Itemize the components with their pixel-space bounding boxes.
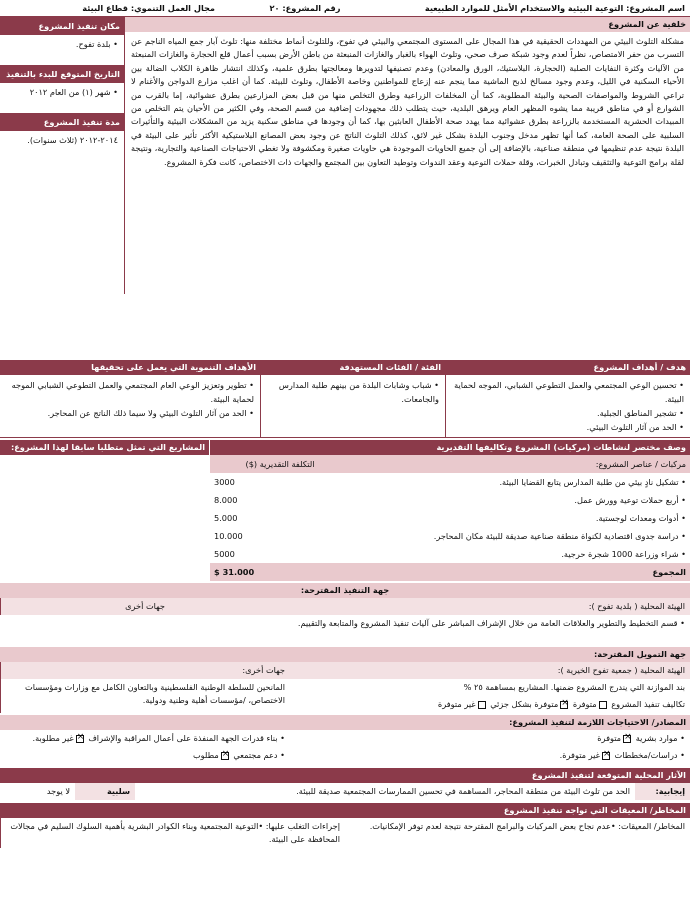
funding-other-text: المانحين للسلطة الوطنية الفلسطينية وبالتعاون الكامل مع وزارات ومؤسسات الاختصاص، /مؤسسات أهلية وطنية ودولية. — [25, 682, 285, 705]
funding-other — [0, 662, 290, 713]
table-row: • شراء وزراعة 1000 شجرة حرجية. — [561, 549, 686, 559]
positive-label: إيجابية: — [635, 783, 690, 800]
impact-row — [0, 783, 690, 800]
impact-title: الآثار المحلية المتوقعة لتنفيذ المشروع — [0, 768, 690, 783]
total-value: 31.000 $ — [214, 567, 255, 577]
table-row: • تشكيل نادٍ بيئي من طلبة المدارس يتابع القضايا البيئة. — [499, 477, 686, 487]
project-number: رقم المشروع: ٢٠ — [269, 3, 341, 13]
cost-cell: 5000 — [214, 549, 235, 559]
start-value: • شهر (١) من العام ٢٠١٢ — [29, 87, 118, 97]
duration-value: ٢٠١٤-٢٠١٢ (ثلاث سنوات). — [27, 135, 118, 145]
goals-column — [445, 360, 690, 437]
list-item: • شباب وشابات البلدة من بينهم طلبة المدارس والجامعات. — [267, 378, 439, 406]
dev-column — [0, 360, 260, 437]
human-checkbox[interactable] — [623, 735, 631, 743]
implementing-item: • قسم التخطيط والتطوير والعلاقات العامة من خلال الإشراف المباشر على آليات تنفيذ المشروع والمتابعة والتقييم. — [297, 618, 685, 628]
funding-local-text: بند الموازنة التي يندرج المشروع ضمنها. المشاريع بمساهمة ٢٥ % — [463, 682, 685, 692]
list-item: • تطوير وتعزيز الوعي العام المجتمعي والعمل التطوعي الشبابي الموجه لحماية البيئة. — [6, 378, 254, 406]
duration-label: مدة تنفيذ المشروع — [0, 113, 124, 131]
dev-list — [0, 375, 260, 423]
goals-section — [0, 360, 690, 438]
cost-cell: 3000 — [214, 477, 235, 487]
studies-checkbox[interactable] — [602, 752, 610, 760]
funding-row — [0, 662, 690, 713]
activities-table — [210, 455, 690, 581]
cost-cell: 8.000 — [214, 495, 238, 505]
risks-title: المخاطر/ المعيقات التي تواجه تنفيذ المشروع — [0, 803, 690, 818]
target-title: الفئة / الفئات المستهدفة — [261, 360, 445, 375]
background-title: خلفية عن المشروع — [125, 17, 690, 32]
negative-label: سلبية — [75, 783, 135, 800]
studies-resources: • دراسات/مخططات ×غير متوفرة. — [290, 747, 690, 764]
negative-text: لا يوجد — [46, 786, 70, 796]
capacity-checkbox[interactable] — [76, 735, 84, 743]
community-resources: • دعم مجتمعي ×مطلوب — [0, 747, 290, 764]
partial-checkbox[interactable] — [560, 701, 568, 709]
list-item: • الحد من آثار التلوث البيئي ولا سيما ذلك الناتج عن المحاجر. — [6, 406, 254, 420]
not-available-checkbox[interactable] — [478, 701, 486, 709]
list-item: • تحسين الوعي المجتمعي والعمل التطوعي الشبابي، الموجه لحماية البيئة. — [452, 378, 684, 406]
background-text: مشكلة التلوث البيئي من المهددات الحقيقية في هذا المجال على المستوى المجتمعي والبيئي في تفوح، وللتلوث أنماط مختلفة منها: تلوث آبار جمع المياه الناجم عن التسرب من حفر الامتصاص، نظراً لعدم وجود شبكة صرف صحي، وتلوث الهواء بالغبار والغازات المنبعثة من باطن الأرض بسبب أعمال قلع الحجارة والغازات المنبعثة من الآليات وكثرة النفايات الصلبة (الحجارة، البلاستيك، الورق والمعادن) وعدم تصنيفها لتدويرها ومعالجتها بطرق علمية، وكذلك انتشار ظاهرة الكلاب الضالة بين الأحياء السكنية في الليل، وعدم وجود مسالخ لذبح الماشية مما ينجم عنه إزعاج للمواطنين وخاصة الأطفال، وتلوث للبيئة. كما أن اغلب مزارع الدواجن والأغنام لا تراعي الشروط والمواصفات الصحية والبيئة المطلوبة، كما أن المخلفات الزراعية وطرق التخلص منها من قبل بعض المزارعين بطرق عشوائية، إما بالقرب من الشوارع أو في مناطق قريبة مما يشوه المظهر العام ويرهق البلدية، حيث يتطلب ذلك مجهودات إضافية من قسم الصحة، وفي الكثير من الأحيان يتم التخلص من المبيدات الحشرية المستخدمة بالزراعة بطرق عشوائية مما يهدد صحة الأطفال العابثين بها، كما أن وجودها في مناطق سكنية يزيد من المشكلات البيئية والتأثيرات السلبية على الصحة العامة، كما أنها تظهر مدخل وجنوب البلدة بشكل غير لائق، كذلك التلوث الناتج عن وجود بعض المصانع البلاستيكية الأكثر تأثير على البيئة في البلدة نتيجة عدم تنظيمها في منطقة صناعية، بالإضافة إلى أن جميع الحاويات الموجودة هي حاويات صغيرة ومكشوفة ولا تغطي الاحتياجات الصناعية والتجارية، ونتيجة لقلة برامج التوعية والتثقيف وتبادل الخبرات، وقلة حملات التوعية وعقد الندوات وتوطيد التعاون بين المجتمع والجهات ذات الاختصاص، كانت فكرة المشروع. — [131, 36, 684, 167]
components-label: مركبات / عناصر المشروع: — [595, 459, 686, 469]
funding-local-label: الهيئة المحلية ( جمعية تفوح الخيرية ): — [290, 662, 690, 679]
implementing-row — [0, 598, 690, 615]
cost-cell: 5.000 — [214, 513, 238, 523]
resources-title: المصادر/ الاحتياجات اللازمة لتنفيذ المشروع: — [0, 715, 690, 730]
resources-left — [290, 730, 690, 764]
list-item: • الحد من آثار التلوث البيئي. — [452, 420, 684, 434]
list-item: • تشجير المناطق الجبلية. — [452, 406, 684, 420]
table-row: • أدوات ومعدات لوجستية. — [595, 513, 686, 523]
table-row: • أربع حملات توعية وورش عمل. — [574, 495, 686, 505]
funding-other-label: جهات أخرى: — [1, 662, 290, 679]
target-list — [261, 375, 445, 409]
funding-local — [290, 662, 690, 713]
target-column — [260, 360, 445, 437]
activities-header — [0, 440, 690, 455]
header — [0, 0, 690, 17]
funding-availability: تكاليف تنفيذ المشروع متوفرة ×متوفرة بشكل جزئي غير متوفرة — [290, 696, 690, 713]
side-panel — [0, 17, 125, 294]
table-row: • دراسة جدوى اقتصادية لكنواة منطقة صناعية صديقة للبيئة مكان المحاجر. — [433, 531, 686, 541]
sector: مجال العمل التنموي: قطاع البيئة — [82, 3, 215, 13]
capacity-resources: • بناء قدرات الجهة المنفذة على أعمال المراقبة والإشراف ×غير مطلوبة. — [0, 730, 290, 747]
goals-list — [446, 375, 690, 437]
prior-title: المشاريع التي تمثل متطلبا سابقا لهذا المشروع: — [0, 440, 210, 455]
positive-text: الحد من تلوث البيئة من منطقة المحاجر، المساهمة في تحسين الممارسات المجتمعية صديقة للبيئة. — [296, 786, 630, 796]
project-name: اسم المشروع: التوعية البيئية والاستخدام الأمثل للموارد الطبيعية — [424, 3, 685, 13]
human-resources: • موارد بشرية ×متوفرة — [290, 730, 690, 747]
risk-text: المخاطر/ المعيقات: •عدم نجاح بعض المركبات والبرامج المقترحة نتيجة لعدم توفر الإمكانيات. — [369, 821, 685, 831]
dev-title: الأهداف التنموية التي يعمل على تحقيقها — [0, 360, 260, 375]
implementing-local-label: الهيئة المحلية ( بلدية تفوح ): — [588, 601, 685, 611]
resources-right — [0, 730, 290, 764]
total-label: المجموع — [652, 567, 686, 577]
funding-title: جهة التمويل المقترحة: — [0, 647, 690, 662]
location-label: مكان تنفيذ المشروع — [0, 17, 124, 35]
background-section — [125, 17, 690, 294]
community-checkbox[interactable] — [221, 752, 229, 760]
start-label: التاريخ المتوقع للبدء بالتنفيذ — [0, 65, 124, 83]
cost-cell: 10.000 — [214, 531, 243, 541]
goals-title: هدف / أهداف المشروع — [446, 360, 690, 375]
available-checkbox[interactable] — [599, 701, 607, 709]
implementing-other-label: جهات أخرى — [0, 598, 170, 615]
implementing-title: جهة التنفيذ المقترحة: — [0, 583, 690, 598]
location-value: • بلدة تفوح. — [75, 39, 118, 49]
risks-row — [0, 818, 690, 848]
cost-label: التكلفة التقديرية ($) — [245, 459, 315, 469]
mitigation-text: إجراءات التغلب عليها: •التوعية المجتمعية وبناء الكوادر البشرية بأهمية السلوك السليم في مجالات المحافظة على البيئة. — [0, 818, 345, 848]
activities-title: وصف مختصر لنشاطات (مركبات) المشروع وتكاليفها التقديرية — [210, 440, 690, 455]
resources-grid — [0, 730, 690, 764]
